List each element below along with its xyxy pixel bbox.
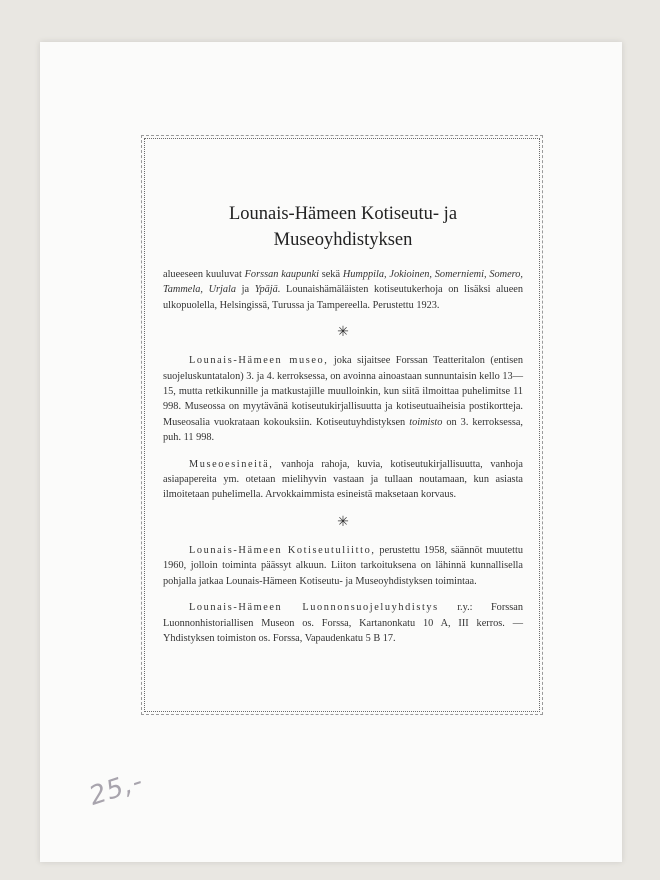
museum-text-2: on 3. kerroksessa, puh. 11 998.: [163, 416, 523, 444]
intro-italic-2: Humppila, Jokioinen, Somerniemi, Somero, Tammela, Urjala: [163, 269, 523, 296]
decorative-border-frame: [144, 138, 540, 712]
intro-text-3: ja: [236, 284, 255, 296]
intro-paragraph: [163, 267, 523, 313]
museum-italic: toimisto: [409, 416, 443, 428]
museum-heading: Lounais-Hämeen museo,: [189, 355, 329, 367]
asterisk-separator-2: ✳: [337, 514, 349, 530]
asterisk-separator: ✳: [337, 325, 349, 341]
artifacts-text: vanhoja rahoja, kuvia, kotiseutukirjallisuutta, vanhoja asiapapereita ym. otetaan mielihyvin vastaan ja tullaan noutamaan, kun asiasta ilmoitetaan puhelimella. Arvokkaimmista esineistä maksetaan korvaus.: [163, 458, 523, 501]
book-back-cover: [40, 42, 622, 862]
federation-heading: Lounais-Hämeen Kotiseutuliitto,: [189, 544, 376, 556]
museum-text-1: joka sijaitsee Forssan Teatteritalon (entisen suojeluskuntatalon) 3. ja 4. kerroksessa, on avoinna ainoastaan sunnuntaisin kello 13—15, mutta retkikunnille ja matkustajille muulloinkin, kun siitä ilmoittaa puhelimitse 11 998. Museossa on myytävänä kotiseutukirjallisuutta ja kotiseutuaiheisia postikortteja. Museosalia vuokrataan kokouksiin. Kotiseutuyhdistyksen: [163, 355, 523, 428]
intro-italic-3: Ypäjä.: [254, 284, 281, 296]
artifacts-paragraph: [163, 457, 523, 503]
nature-association-text: r.y.: Forssan Luonnonhistoriallisen Museon os. Forssa, Kartanonkatu 10 A, III kerros. — Yhdistyksen toimiston os. Forssa, Vapaudenkatu 5 B 17.: [163, 602, 523, 644]
page-title: [163, 201, 523, 253]
intro-text-2: sekä: [318, 269, 343, 280]
artifacts-heading: Museoesineitä,: [189, 458, 274, 470]
intro-text-4: Lounaishämäläisten kotiseutukerhoja on lisäksi alueen ulkopuolella, Helsingissä, Turussa ja Tampereella. Perustettu 1923.: [163, 284, 523, 311]
federation-text: perustettu 1958, säännöt muutettu 1960, jolloin toiminta päässyt alkuun. Liiton tarkoituksena on lähinnä kunnallisella pohjalla jatkaa Lounais-Hämeen Kotiseutu- ja Museoyhdistyksen toimintaa.: [163, 544, 523, 587]
nature-association-paragraph: [163, 600, 523, 646]
intro-italic-1: Forssan kaupunki: [244, 269, 319, 280]
handwritten-price-mark: 25,-: [85, 766, 148, 812]
museum-paragraph: [163, 353, 523, 445]
federation-paragraph: [163, 543, 523, 589]
nature-association-heading: Lounais-Hämeen Luonnonsuojeluyhdistys: [189, 602, 439, 614]
title-line-1: Lounais-Hämeen Kotiseutu- ja: [228, 204, 458, 224]
title-line-2: Museoyhdistyksen: [273, 230, 413, 250]
intro-text-1: alueeseen kuuluvat: [163, 269, 245, 280]
